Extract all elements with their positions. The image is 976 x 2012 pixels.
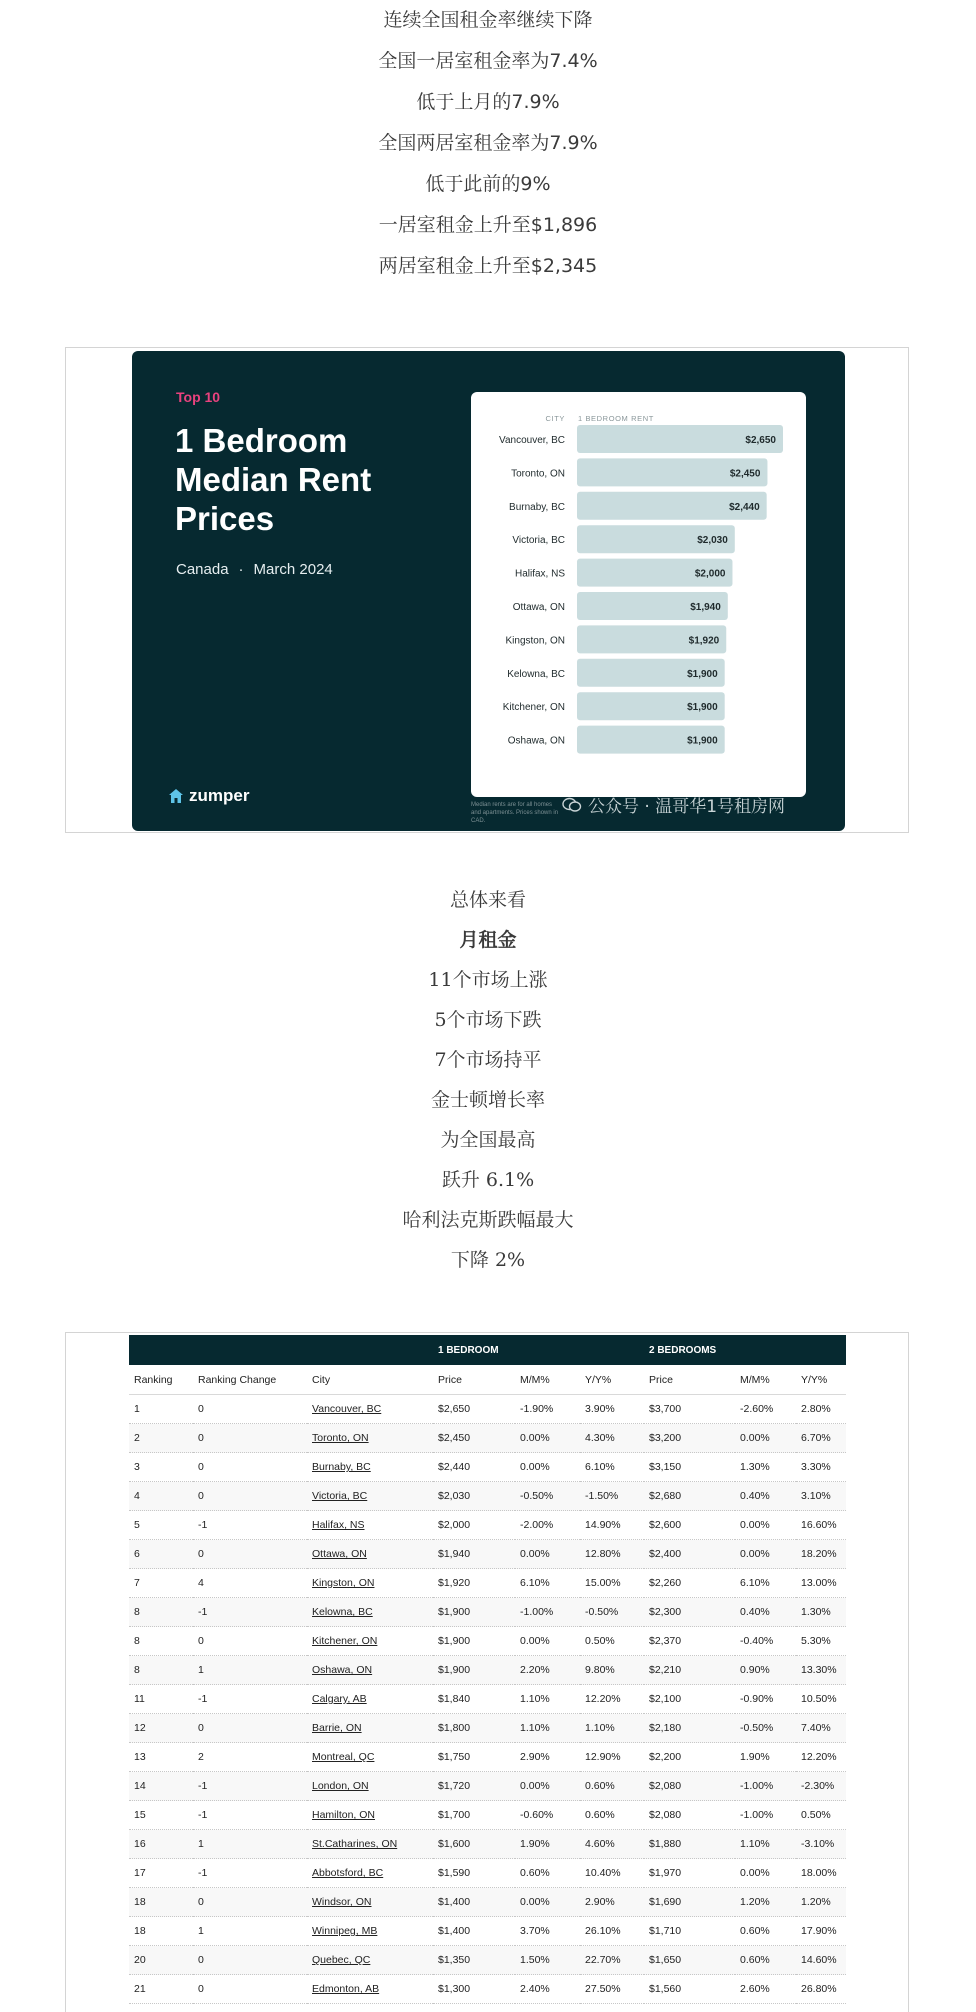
price-1br-cell: $1,700 bbox=[433, 1801, 515, 1830]
mm-1br-cell: 3.70% bbox=[515, 1917, 580, 1946]
city-cell: St.Catharines, ON bbox=[307, 1830, 433, 1859]
chart-value-label: $1,900 bbox=[687, 668, 718, 680]
yy-1br-cell: 26.10% bbox=[580, 1917, 644, 1946]
chart-value-label: $1,920 bbox=[688, 635, 720, 647]
city-cell: Halifax, NS bbox=[307, 1511, 433, 1540]
ranking-change-cell: 1 bbox=[193, 1917, 307, 1946]
group-header-2br: 2 BEDROOMS bbox=[644, 1335, 846, 1365]
intro-text bbox=[0, 0, 976, 287]
table-body bbox=[129, 1395, 846, 2004]
summary-line: 为全国最高 bbox=[440, 1129, 536, 1151]
intro-line: 连续全国租金率继续下降 bbox=[383, 9, 593, 31]
price-2br-cell: $2,180 bbox=[644, 1714, 735, 1743]
yy-1br-cell: 27.50% bbox=[580, 1975, 644, 2004]
yy-1br-cell: -1.50% bbox=[580, 1482, 644, 1511]
yy-1br-cell: 10.40% bbox=[580, 1859, 644, 1888]
city-cell: Hamilton, ON bbox=[307, 1801, 433, 1830]
city-cell: Vancouver, BC bbox=[307, 1395, 433, 1424]
price-1br-cell: $1,350 bbox=[433, 1946, 515, 1975]
table-row bbox=[129, 1685, 846, 1714]
mm-1br-cell: 1.10% bbox=[515, 1714, 580, 1743]
mm-2br-cell: 1.10% bbox=[735, 1830, 796, 1859]
city-cell: Edmonton, AB bbox=[307, 1975, 433, 2004]
city-cell: Quebec, QC bbox=[307, 1946, 433, 1975]
price-2br-cell: $2,400 bbox=[644, 1540, 735, 1569]
city-cell: Windsor, ON bbox=[307, 1888, 433, 1917]
col-header: Price bbox=[433, 1365, 515, 1395]
yy-2br-cell: 13.30% bbox=[796, 1656, 846, 1685]
yy-1br-cell: 3.90% bbox=[580, 1395, 644, 1424]
col-header: Ranking Change bbox=[193, 1365, 307, 1395]
price-2br-cell: $3,700 bbox=[644, 1395, 735, 1424]
ranking-cell: 20 bbox=[129, 1946, 193, 1975]
chart-col-header-rent: 1 BEDROOM RENT bbox=[578, 414, 654, 423]
chart-category-label: Halifax, NS bbox=[514, 568, 565, 580]
price-1br-cell: $2,450 bbox=[433, 1424, 515, 1453]
price-1br-cell: $1,400 bbox=[433, 1917, 515, 1946]
price-2br-cell: $1,880 bbox=[644, 1830, 735, 1859]
city-cell: Burnaby, BC bbox=[307, 1453, 433, 1482]
mm-2br-cell: -0.90% bbox=[735, 1685, 796, 1714]
intro-line: 一居室租金上升至$1,896 bbox=[378, 214, 598, 236]
brand-name: zumper bbox=[189, 786, 250, 805]
mm-1br-cell: 6.10% bbox=[515, 1569, 580, 1598]
intro-line: 两居室租金上升至$2,345 bbox=[378, 255, 598, 277]
table-row bbox=[129, 1395, 846, 1424]
table-row bbox=[129, 1946, 846, 1975]
chart-value-label: $2,030 bbox=[697, 535, 728, 547]
chart-category-label: Oshawa, ON bbox=[507, 735, 565, 747]
yy-1br-cell: 0.50% bbox=[580, 1627, 644, 1656]
yy-2br-cell: 6.70% bbox=[796, 1424, 846, 1453]
yy-1br-cell: 4.60% bbox=[580, 1830, 644, 1859]
city-cell: Ottawa, ON bbox=[307, 1540, 433, 1569]
chart-title: 1 Bedroom Median Rent Prices bbox=[175, 422, 372, 537]
yy-1br-cell: 4.30% bbox=[580, 1424, 644, 1453]
chart-value-label: $2,440 bbox=[729, 501, 760, 513]
group-header-blank bbox=[129, 1335, 193, 1365]
yy-2br-cell: 18.00% bbox=[796, 1859, 846, 1888]
yy-1br-cell: 0.60% bbox=[580, 1772, 644, 1801]
ranking-change-cell: -1 bbox=[193, 1801, 307, 1830]
yy-1br-cell: 22.70% bbox=[580, 1946, 644, 1975]
mm-2br-cell: 0.00% bbox=[735, 1540, 796, 1569]
yy-2br-cell: -3.10% bbox=[796, 1830, 846, 1859]
ranking-change-cell: 1 bbox=[193, 1830, 307, 1859]
table-row bbox=[129, 1540, 846, 1569]
mm-1br-cell: -2.00% bbox=[515, 1511, 580, 1540]
intro-line: 低于上月的7.9% bbox=[416, 91, 560, 113]
wechat-icon bbox=[562, 797, 582, 813]
price-1br-cell: $1,720 bbox=[433, 1772, 515, 1801]
ranking-change-cell: 0 bbox=[193, 1975, 307, 2004]
summary-text bbox=[0, 880, 976, 1280]
table-row bbox=[129, 1424, 846, 1453]
rent-table bbox=[129, 1335, 846, 2004]
summary-line: 5个市场下跌 bbox=[434, 1009, 542, 1031]
ranking-cell: 13 bbox=[129, 1743, 193, 1772]
price-1br-cell: $1,920 bbox=[433, 1569, 515, 1598]
mm-1br-cell: 1.50% bbox=[515, 1946, 580, 1975]
ranking-cell: 4 bbox=[129, 1482, 193, 1511]
city-cell: Barrie, ON bbox=[307, 1714, 433, 1743]
watermark bbox=[562, 792, 785, 817]
yy-2br-cell: 1.20% bbox=[796, 1888, 846, 1917]
yy-2br-cell: 13.00% bbox=[796, 1569, 846, 1598]
price-2br-cell: $1,710 bbox=[644, 1917, 735, 1946]
mm-1br-cell: 0.00% bbox=[515, 1627, 580, 1656]
mm-1br-cell: 0.00% bbox=[515, 1424, 580, 1453]
mm-1br-cell: -0.50% bbox=[515, 1482, 580, 1511]
ranking-cell: 7 bbox=[129, 1569, 193, 1598]
group-header-blank bbox=[307, 1335, 433, 1365]
mm-2br-cell: 0.00% bbox=[735, 1511, 796, 1540]
yy-2br-cell: 12.20% bbox=[796, 1743, 846, 1772]
ranking-cell: 8 bbox=[129, 1627, 193, 1656]
yy-2br-cell: 14.60% bbox=[796, 1946, 846, 1975]
ranking-cell: 14 bbox=[129, 1772, 193, 1801]
top10-tag: Top 10 bbox=[176, 389, 221, 405]
summary-line: 哈利法克斯跌幅最大 bbox=[402, 1209, 574, 1231]
col-header: M/M% bbox=[735, 1365, 796, 1395]
price-1br-cell: $1,750 bbox=[433, 1743, 515, 1772]
yy-1br-cell: 14.90% bbox=[580, 1511, 644, 1540]
city-cell: Winnipeg, MB bbox=[307, 1917, 433, 1946]
table-row bbox=[129, 1772, 846, 1801]
price-2br-cell: $2,370 bbox=[644, 1627, 735, 1656]
summary-line: 金士顿增长率 bbox=[430, 1089, 545, 1111]
city-cell: Abbotsford, BC bbox=[307, 1859, 433, 1888]
city-cell: Kelowna, BC bbox=[307, 1598, 433, 1627]
mm-2br-cell: 0.00% bbox=[735, 1424, 796, 1453]
ranking-change-cell: 0 bbox=[193, 1946, 307, 1975]
city-cell: Kitchener, ON bbox=[307, 1627, 433, 1656]
col-header: City bbox=[307, 1365, 433, 1395]
table-row bbox=[129, 1569, 846, 1598]
mm-1br-cell: 1.10% bbox=[515, 1685, 580, 1714]
price-2br-cell: $3,200 bbox=[644, 1424, 735, 1453]
mm-1br-cell: 0.00% bbox=[515, 1888, 580, 1917]
ranking-cell: 8 bbox=[129, 1656, 193, 1685]
summary-line: 11个市场上涨 bbox=[428, 969, 548, 991]
mm-2br-cell: 1.90% bbox=[735, 1743, 796, 1772]
ranking-cell: 21 bbox=[129, 1975, 193, 2004]
price-1br-cell: $1,900 bbox=[433, 1656, 515, 1685]
price-1br-cell: $2,000 bbox=[433, 1511, 515, 1540]
city-cell: Calgary, AB bbox=[307, 1685, 433, 1714]
ranking-change-cell: 2 bbox=[193, 1743, 307, 1772]
mm-2br-cell: -0.50% bbox=[735, 1714, 796, 1743]
table-column-header bbox=[129, 1365, 846, 1395]
ranking-cell: 8 bbox=[129, 1598, 193, 1627]
table-row bbox=[129, 1598, 846, 1627]
price-2br-cell: $1,560 bbox=[644, 1975, 735, 2004]
house-icon bbox=[168, 788, 184, 804]
ranking-change-cell: 0 bbox=[193, 1888, 307, 1917]
price-2br-cell: $2,080 bbox=[644, 1801, 735, 1830]
group-header-blank bbox=[193, 1335, 307, 1365]
chart-category-label: Kelowna, BC bbox=[507, 668, 565, 680]
ranking-change-cell: 0 bbox=[193, 1424, 307, 1453]
mm-1br-cell: 0.00% bbox=[515, 1540, 580, 1569]
chart-category-label: Ottawa, ON bbox=[512, 602, 565, 613]
price-2br-cell: $1,970 bbox=[644, 1859, 735, 1888]
city-cell: London, ON bbox=[307, 1772, 433, 1801]
yy-2br-cell: 3.10% bbox=[796, 1482, 846, 1511]
ranking-change-cell: 0 bbox=[193, 1395, 307, 1424]
yy-2br-cell: 3.30% bbox=[796, 1453, 846, 1482]
price-2br-cell: $2,210 bbox=[644, 1656, 735, 1685]
col-header: M/M% bbox=[515, 1365, 580, 1395]
ranking-change-cell: -1 bbox=[193, 1598, 307, 1627]
chart-value-label: $2,000 bbox=[694, 568, 726, 580]
price-1br-cell: $1,600 bbox=[433, 1830, 515, 1859]
price-2br-cell: $2,300 bbox=[644, 1598, 735, 1627]
yy-2br-cell: 7.40% bbox=[796, 1714, 846, 1743]
mm-2br-cell: -1.00% bbox=[735, 1801, 796, 1830]
city-cell: Montreal, QC bbox=[307, 1743, 433, 1772]
group-header-1br: 1 BEDROOM bbox=[433, 1335, 644, 1365]
city-cell: Victoria, BC bbox=[307, 1482, 433, 1511]
summary-line: 7个市场持平 bbox=[434, 1049, 542, 1071]
city-cell: Toronto, ON bbox=[307, 1424, 433, 1453]
table-row bbox=[129, 1482, 846, 1511]
mm-2br-cell: 0.60% bbox=[735, 1946, 796, 1975]
ranking-cell: 16 bbox=[129, 1830, 193, 1859]
mm-1br-cell: 0.00% bbox=[515, 1772, 580, 1801]
ranking-change-cell: 4 bbox=[193, 1569, 307, 1598]
col-header: Y/Y% bbox=[796, 1365, 846, 1395]
summary-line: 总体来看 bbox=[449, 889, 526, 911]
price-1br-cell: $2,030 bbox=[433, 1482, 515, 1511]
col-header: Y/Y% bbox=[580, 1365, 644, 1395]
mm-1br-cell: -1.00% bbox=[515, 1598, 580, 1627]
region-label: Canada bbox=[176, 561, 229, 578]
ranking-change-cell: 1 bbox=[193, 1656, 307, 1685]
summary-line: 跃升 6.1% bbox=[441, 1169, 535, 1191]
ranking-cell: 18 bbox=[129, 1917, 193, 1946]
price-1br-cell: $1,900 bbox=[433, 1627, 515, 1656]
city-cell: Oshawa, ON bbox=[307, 1656, 433, 1685]
mm-1br-cell: -1.90% bbox=[515, 1395, 580, 1424]
table-group-header bbox=[129, 1335, 846, 1365]
mm-2br-cell: 0.40% bbox=[735, 1482, 796, 1511]
mm-2br-cell: 1.20% bbox=[735, 1888, 796, 1917]
ranking-cell: 3 bbox=[129, 1453, 193, 1482]
ranking-cell: 2 bbox=[129, 1424, 193, 1453]
mm-2br-cell: 1.30% bbox=[735, 1453, 796, 1482]
mm-1br-cell: -0.60% bbox=[515, 1801, 580, 1830]
chart-category-label: Vancouver, BC bbox=[499, 435, 565, 446]
ranking-cell: 18 bbox=[129, 1888, 193, 1917]
mm-2br-cell: 6.10% bbox=[735, 1569, 796, 1598]
price-1br-cell: $1,940 bbox=[433, 1540, 515, 1569]
price-1br-cell: $1,800 bbox=[433, 1714, 515, 1743]
ranking-change-cell: -1 bbox=[193, 1685, 307, 1714]
mm-1br-cell: 0.00% bbox=[515, 1453, 580, 1482]
chart-category-label: Kingston, ON bbox=[505, 635, 565, 647]
mm-1br-cell: 2.20% bbox=[515, 1656, 580, 1685]
chart-panel bbox=[132, 351, 845, 831]
mm-2br-cell: -1.00% bbox=[735, 1772, 796, 1801]
price-2br-cell: $1,690 bbox=[644, 1888, 735, 1917]
chart-value-label: $1,900 bbox=[687, 735, 718, 747]
ranking-cell: 15 bbox=[129, 1801, 193, 1830]
yy-1br-cell: 15.00% bbox=[580, 1569, 644, 1598]
yy-1br-cell: 2.90% bbox=[580, 1888, 644, 1917]
chart-category-label: Toronto, ON bbox=[511, 468, 565, 480]
mm-2br-cell: -2.60% bbox=[735, 1395, 796, 1424]
table-row bbox=[129, 1453, 846, 1482]
chart-value-label: $2,450 bbox=[729, 468, 761, 480]
mm-2br-cell: 0.40% bbox=[735, 1598, 796, 1627]
ranking-cell: 1 bbox=[129, 1395, 193, 1424]
price-1br-cell: $1,300 bbox=[433, 1975, 515, 2004]
yy-2br-cell: 17.90% bbox=[796, 1917, 846, 1946]
col-header: Ranking bbox=[129, 1365, 193, 1395]
date-label: March 2024 bbox=[253, 561, 333, 578]
bar-chart bbox=[471, 392, 806, 797]
mm-1br-cell: 1.90% bbox=[515, 1830, 580, 1859]
mm-1br-cell: 2.40% bbox=[515, 1975, 580, 2004]
mm-1br-cell: 0.60% bbox=[515, 1859, 580, 1888]
table-row bbox=[129, 1743, 846, 1772]
chart-subtitle bbox=[176, 561, 333, 578]
price-2br-cell: $2,100 bbox=[644, 1685, 735, 1714]
price-1br-cell: $2,440 bbox=[433, 1453, 515, 1482]
yy-1br-cell: 9.80% bbox=[580, 1656, 644, 1685]
ranking-change-cell: -1 bbox=[193, 1772, 307, 1801]
yy-1br-cell: 12.90% bbox=[580, 1743, 644, 1772]
ranking-cell: 12 bbox=[129, 1714, 193, 1743]
ranking-change-cell: 0 bbox=[193, 1714, 307, 1743]
chart-category-label: Kitchener, ON bbox=[502, 702, 565, 714]
price-1br-cell: $2,650 bbox=[433, 1395, 515, 1424]
yy-2br-cell: -2.30% bbox=[796, 1772, 846, 1801]
yy-2br-cell: 5.30% bbox=[796, 1627, 846, 1656]
chart-value-label: $2,650 bbox=[745, 435, 776, 446]
yy-2br-cell: 0.50% bbox=[796, 1801, 846, 1830]
table-row bbox=[129, 1888, 846, 1917]
mm-2br-cell: 0.00% bbox=[735, 1859, 796, 1888]
intro-line: 低于此前的9% bbox=[425, 173, 551, 195]
footnote: Median rents are for all homes and apartments. Prices shown in CAD. bbox=[471, 802, 559, 824]
ranking-change-cell: 0 bbox=[193, 1482, 307, 1511]
mm-2br-cell: 0.90% bbox=[735, 1656, 796, 1685]
city-cell: Kingston, ON bbox=[307, 1569, 433, 1598]
yy-1br-cell: 12.80% bbox=[580, 1540, 644, 1569]
yy-1br-cell: -0.50% bbox=[580, 1598, 644, 1627]
price-2br-cell: $2,200 bbox=[644, 1743, 735, 1772]
price-1br-cell: $1,590 bbox=[433, 1859, 515, 1888]
mm-1br-cell: 2.90% bbox=[515, 1743, 580, 1772]
table-row bbox=[129, 1801, 846, 1830]
ranking-change-cell: 0 bbox=[193, 1540, 307, 1569]
yy-2br-cell: 10.50% bbox=[796, 1685, 846, 1714]
yy-1br-cell: 1.10% bbox=[580, 1714, 644, 1743]
intro-line: 全国两居室租金率为7.9% bbox=[378, 132, 598, 154]
table-row bbox=[129, 1511, 846, 1540]
table-row bbox=[129, 1917, 846, 1946]
yy-2br-cell: 1.30% bbox=[796, 1598, 846, 1627]
mm-2br-cell: -0.40% bbox=[735, 1627, 796, 1656]
zumper-logo bbox=[168, 786, 249, 806]
chart-value-label: $1,940 bbox=[690, 602, 721, 613]
price-1br-cell: $1,400 bbox=[433, 1888, 515, 1917]
chart-category-label: Victoria, BC bbox=[512, 535, 565, 547]
chart-category-label: Burnaby, BC bbox=[509, 501, 565, 513]
price-1br-cell: $1,900 bbox=[433, 1598, 515, 1627]
table-row bbox=[129, 1627, 846, 1656]
table-row bbox=[129, 1830, 846, 1859]
yy-2br-cell: 2.80% bbox=[796, 1395, 846, 1424]
yy-1br-cell: 12.20% bbox=[580, 1685, 644, 1714]
yy-1br-cell: 6.10% bbox=[580, 1453, 644, 1482]
bar-chart-svg bbox=[471, 392, 806, 797]
mm-2br-cell: 0.60% bbox=[735, 1917, 796, 1946]
ranking-change-cell: -1 bbox=[193, 1859, 307, 1888]
ranking-change-cell: 0 bbox=[193, 1453, 307, 1482]
ranking-cell: 11 bbox=[129, 1685, 193, 1714]
price-2br-cell: $2,260 bbox=[644, 1569, 735, 1598]
separator-dot: · bbox=[238, 561, 244, 578]
ranking-change-cell: -1 bbox=[193, 1511, 307, 1540]
summary-heading: 月租金 bbox=[459, 929, 517, 951]
price-2br-cell: $1,650 bbox=[644, 1946, 735, 1975]
mm-2br-cell: 2.60% bbox=[735, 1975, 796, 2004]
table-row bbox=[129, 1656, 846, 1685]
price-1br-cell: $1,840 bbox=[433, 1685, 515, 1714]
ranking-cell: 5 bbox=[129, 1511, 193, 1540]
rent-table-card[interactable] bbox=[65, 1332, 909, 2012]
yy-1br-cell: 0.60% bbox=[580, 1801, 644, 1830]
chart-col-header-city: CITY bbox=[545, 414, 565, 423]
ranking-cell: 17 bbox=[129, 1859, 193, 1888]
price-2br-cell: $3,150 bbox=[644, 1453, 735, 1482]
yy-2br-cell: 26.80% bbox=[796, 1975, 846, 2004]
ranking-cell: 6 bbox=[129, 1540, 193, 1569]
intro-line: 全国一居室租金率为7.4% bbox=[378, 50, 598, 72]
price-2br-cell: $2,080 bbox=[644, 1772, 735, 1801]
watermark-text: 公众号 · 温哥华1号租房网 bbox=[588, 797, 786, 817]
table-row bbox=[129, 1714, 846, 1743]
price-2br-cell: $2,600 bbox=[644, 1511, 735, 1540]
yy-2br-cell: 16.60% bbox=[796, 1511, 846, 1540]
ranking-change-cell: 0 bbox=[193, 1627, 307, 1656]
summary-line: 下降 2% bbox=[450, 1249, 526, 1271]
table-row bbox=[129, 1859, 846, 1888]
yy-2br-cell: 18.20% bbox=[796, 1540, 846, 1569]
top10-image-card[interactable] bbox=[65, 347, 909, 833]
col-header: Price bbox=[644, 1365, 735, 1395]
chart-value-label: $1,900 bbox=[687, 702, 718, 714]
price-2br-cell: $2,680 bbox=[644, 1482, 735, 1511]
table-row bbox=[129, 1975, 846, 2004]
